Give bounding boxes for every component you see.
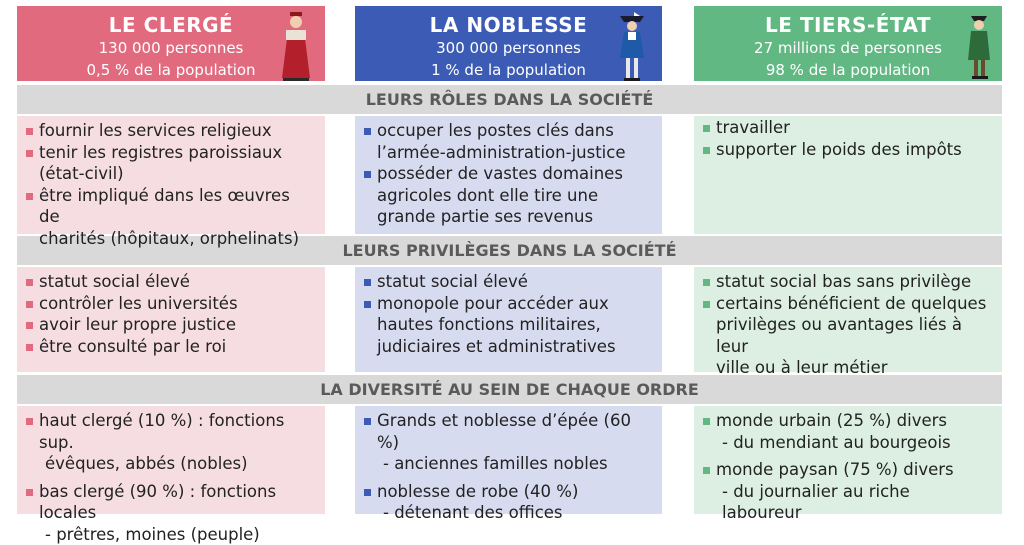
bullet-square (703, 125, 710, 132)
bullet-square (364, 489, 371, 496)
list-item: être impliqué dans les œuvres de charités (hôpitaux, orphelinats) (25, 185, 315, 250)
section-title-diversite: LA DIVERSITÉ AU SEIN DE CHAQUE ORDRE (17, 375, 1002, 404)
clergyman-figure-icon (279, 12, 313, 82)
bullet-square (26, 128, 33, 135)
header-count: 130 000 personnes (17, 38, 325, 59)
list-item: tenir les registres paroissiaux (état-civil) (25, 142, 315, 185)
bullet-square (26, 418, 33, 425)
privileges-noblesse (355, 267, 662, 372)
list-item: avoir leur propre justice (25, 314, 315, 336)
bullet-square (26, 344, 33, 351)
list-item: occuper les postes clés dans l’armée-administration-justice (363, 120, 652, 163)
diversite-tiers-etat (694, 406, 1002, 514)
diversite-noblesse (355, 406, 662, 514)
header-title: LE TIERS-ÉTAT (694, 13, 1002, 37)
bullet-square (703, 467, 710, 474)
roles-noblesse (355, 116, 662, 234)
list-item: supporter le poids des impôts (702, 139, 992, 161)
bullet-square (703, 279, 710, 286)
list-item: Grands et noblesse d’épée (60 %) - anciennes familles nobles (363, 410, 652, 475)
list-item: certains bénéficient de quelques privilèges ou avantages liés à leur ville ou à leur métier (702, 293, 992, 379)
roles-tiers-etat (694, 116, 1002, 234)
commoner-figure-icon (962, 12, 996, 82)
header-title: LE CLERGÉ (17, 13, 325, 37)
bullet-square (26, 193, 33, 200)
header-percentage: 98 % de la population (694, 60, 1002, 81)
bullet-square (364, 418, 371, 425)
header-count: 27 millions de personnes (694, 38, 1002, 59)
privileges-tiers-etat (694, 267, 1002, 372)
list-item: statut social élevé (363, 271, 652, 293)
list-item: fournir les services religieux (25, 120, 315, 142)
header-noblesse (355, 6, 662, 81)
bullet-square (703, 301, 710, 308)
list-item: contrôler les universités (25, 293, 315, 315)
list-item: bas clergé (90 %) : fonctions locales - prêtres, moines (peuple) (25, 481, 315, 545)
list-item: noblesse de robe (40 %) - détenant des offices (363, 481, 652, 524)
header-tiers-etat (694, 6, 1002, 81)
section-title-roles: LEURS RÔLES DANS LA SOCIÉTÉ (17, 85, 1002, 114)
bullet-square (703, 418, 710, 425)
bullet-square (364, 301, 371, 308)
list-item: statut social bas sans privilège (702, 271, 992, 293)
diversite-clerge (17, 406, 325, 514)
list-item: haut clergé (10 %) : fonctions sup. évêques, abbés (nobles) (25, 410, 315, 475)
list-item: monopole pour accéder aux hautes fonctions militaires, judiciaires et administratives (363, 293, 652, 358)
list-item: travailler (702, 117, 992, 139)
bullet-square (364, 279, 371, 286)
nobleman-figure-icon (614, 12, 650, 84)
bullet-square (364, 128, 371, 135)
section-title-privileges: LEURS PRIVILÈGES DANS LA SOCIÉTÉ (17, 236, 1002, 265)
list-item: être consulté par le roi (25, 336, 315, 358)
list-item: statut social élevé (25, 271, 315, 293)
header-percentage: 0,5 % de la population (17, 60, 325, 81)
privileges-clerge (17, 267, 325, 372)
roles-clerge (17, 116, 325, 234)
list-item: monde urbain (25 %) divers - du mendiant au bourgeois (702, 410, 992, 453)
bullet-square (703, 147, 710, 154)
header-count: 300 000 personnes (355, 38, 662, 59)
bullet-square (26, 279, 33, 286)
header-clerge (17, 6, 325, 81)
bullet-square (364, 171, 371, 178)
header-title: LA NOBLESSE (355, 13, 662, 37)
bullet-square (26, 489, 33, 496)
bullet-square (26, 322, 33, 329)
bullet-square (26, 301, 33, 308)
list-item: monde paysan (75 %) divers - du journalier au riche laboureur (702, 459, 992, 524)
bullet-square (26, 150, 33, 157)
header-percentage: 1 % de la population (355, 60, 662, 81)
list-item: posséder de vastes domaines agricoles dont elle tire une grande partie ses revenus (363, 163, 652, 228)
